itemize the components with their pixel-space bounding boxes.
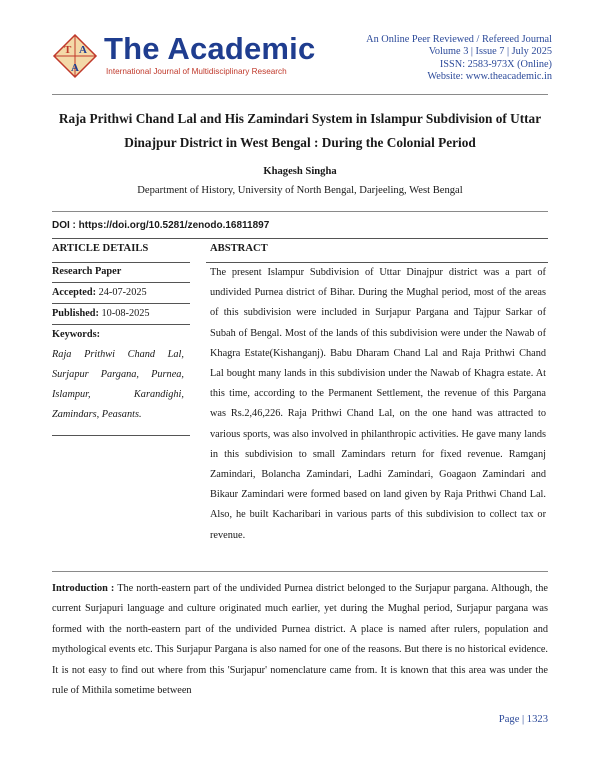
accepted-value: 24-07-2025 — [98, 287, 147, 298]
abstract-text: The present Islampur Subdivision of Uttar Dinajpur district was a part of undivided Purnea district of Bihar. During the Mughal period, most of the areas of this subdivision were included in Surjapur Pargana and Tajpur Sarkar of Subah of Bengal. Most of the lands of this subdivision were under the Nawab of Khagra Estate(Kishanganj). Babu Dharam Chand Lal and Raja Prithwi Chand Lal bought many lands in this subdivision under the Nawab of Khagra estate. At this time, according to the Permanent Settlement, the revenue of this Pargana was Rs.2,46,226. Raja Prithwi Chand Lal, on the one hand was attracted to various sports, was also involved in philanthropic activities. He gave many lands in this subdivision to small Zamindars return for fixed revenue. Ramganj Zamindari, Bolancha Zamindari, Ladhi Zamindari, Goagaon Zamindari and Bikaur Zamindari were formed based on land given by Raja Prithwi Chand Lal. Also, he built Kacharibari in various parts of this subdivision to collect tax or revenue. — [210, 267, 546, 541]
published-value: 10-08-2025 — [101, 308, 150, 319]
logo-letter-a1: A — [79, 44, 87, 56]
page-number: Page | 1323 — [498, 714, 548, 725]
logo-letter-t: T — [64, 44, 72, 56]
accepted-date-row — [52, 283, 190, 303]
introduction-label: Introduction : — [52, 583, 115, 594]
journal-website-line[interactable]: Website: www.theacademic.in — [427, 71, 552, 83]
journal-info — [366, 34, 552, 84]
published-date-row — [52, 304, 190, 324]
journal-volume-line: Volume 3 | Issue 7 | July 2025 — [428, 46, 552, 58]
keywords-label: Keywords: — [52, 329, 101, 340]
article-details-heading: ARTICLE DETAILS — [52, 243, 149, 254]
author-name: Khagesh Singha — [263, 166, 337, 177]
abstract-heading: ABSTRACT — [210, 243, 268, 254]
abstract-bottom-divider — [52, 571, 548, 572]
author-affiliation: Department of History, University of North Bengal, Darjeeling, West Bengal — [137, 185, 463, 196]
doi-link[interactable]: DOI : https://doi.org/10.5281/zenodo.16811897 — [52, 220, 270, 231]
paper-type: Research Paper — [52, 266, 122, 277]
published-label: Published: — [52, 308, 99, 319]
article-details — [52, 262, 190, 436]
doi-top-divider — [52, 211, 548, 212]
brand-subtitle: International Journal of Multidisciplinary Research — [106, 67, 287, 76]
introduction-paragraph — [52, 579, 548, 701]
brand-title: The Academic — [104, 31, 316, 66]
logo-letter-a2: A — [71, 62, 79, 74]
paper-title: Raja Prithwi Chand Lal and His Zamindari System in Islampur Subdivision of Uttar Dinajpur District in West Bengal : During the Colonial Period — [58, 111, 542, 150]
doi-divider — [52, 238, 548, 239]
keywords-list: Raja Prithwi Chand Lal, Surjapur Pargana, Purnea, Islampur, Karandighi, Zamindars, Peasants. — [52, 349, 184, 420]
header-divider — [52, 94, 548, 95]
accepted-label: Accepted: — [52, 287, 97, 298]
journal-logo — [52, 33, 98, 79]
journal-review-line: An Online Peer Reviewed / Refereed Journal — [366, 34, 552, 45]
journal-issn-line: ISSN: 2583-973X (Online) — [439, 58, 552, 70]
introduction-text: The north-eastern part of the undivided Purnea district belonged to the Surjapur pargana. Although, the current Surjapuri language and culture originated much earlier, yet during the Mughal period, Surjapur pargana was formed with the north-eastern part of the undivided Purnea district. A place is named after rulers, population and mythological events etc. This Surjapur Pargana is also named for one of the reasons. But there is no historical evidence. It is not easy to find out where from this 'Surjapur' nomenclature came from. It is known that this area was under the rule of Mithila sometime between — [52, 583, 548, 697]
